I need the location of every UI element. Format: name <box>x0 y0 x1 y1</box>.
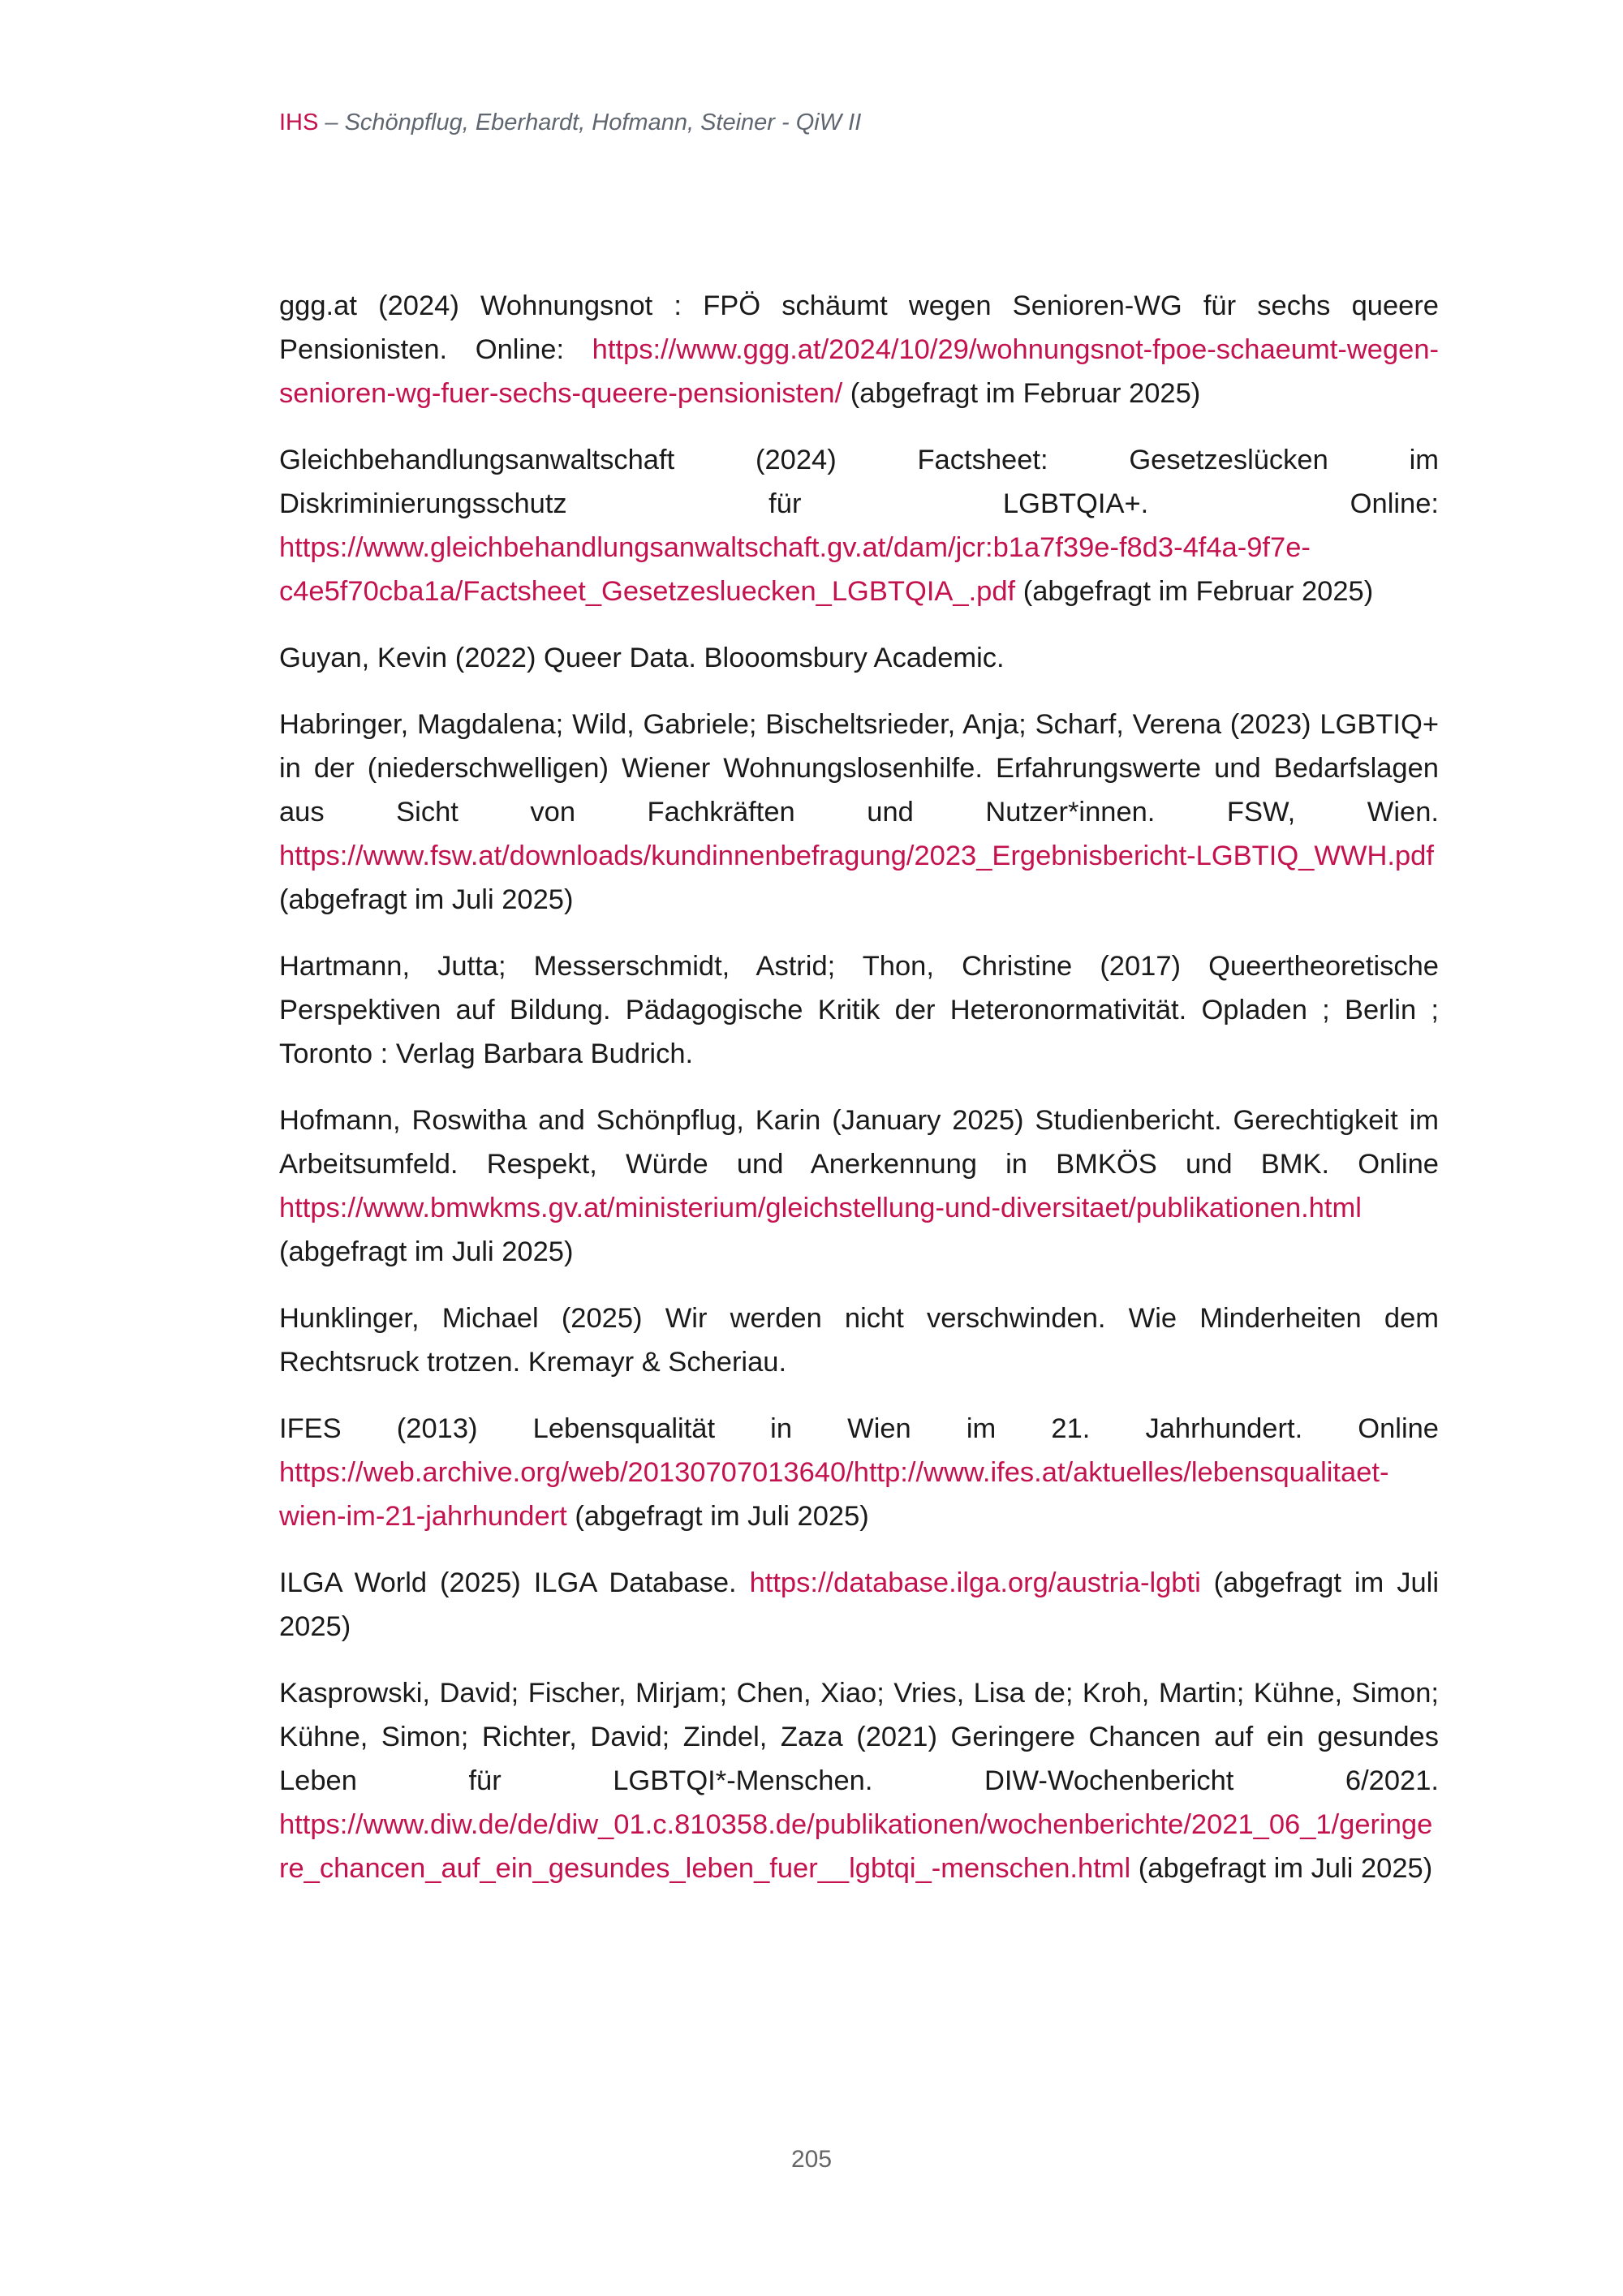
bibliography-list <box>279 284 1439 1913</box>
reference-kasprowski <box>279 1671 1439 1890</box>
reference-link[interactable]: https://web.archive.org/web/20130707013640/http://www.ifes.at/aktuelles/lebensqualitaet-wien-im-21-jahrhundert <box>279 1457 1389 1532</box>
reference-text: Habringer, Magdalena; Wild, Gabriele; Bischeltsrieder, Anja; Scharf, Verena (2023) LGBTIQ+ in der (niederschwelligen) Wiener Wohnungslosenhilfe. Erfahrungswerte und Bedarfslagen aus Sicht von Fachkräften und Nutzer*innen. FSW, Wien. <box>279 709 1439 828</box>
reference-link[interactable]: https://www.bmwkms.gv.at/ministerium/gleichstellung-und-diversitaet/publikationen.html <box>279 1193 1362 1223</box>
reference-text: Hartmann, Jutta; Messerschmidt, Astrid; Thon, Christine (2017) Queertheoretische Perspektiven auf Bildung. Pädagogische Kritik der Heteronormativität. Opladen ; Berlin ; Toronto : Verlag Barbara Budrich. <box>279 951 1439 1069</box>
header-authors-title: – Schönpflug, Eberhardt, Hofmann, Steiner - QiW II <box>318 110 862 135</box>
reference-accessed: (abgefragt im Juli 2025) <box>1130 1853 1433 1884</box>
page-number: 205 <box>790 2146 833 2173</box>
reference-guyan <box>279 636 1439 680</box>
reference-hartmann <box>279 944 1439 1076</box>
reference-text: ggg.at (2024) Wohnungsnot : FPÖ schäumt wegen Senioren-WG für sechs queere Pensionisten. Online: <box>279 290 1439 365</box>
reference-gleichbehandlungsanwaltschaft <box>279 438 1439 613</box>
reference-accessed: (abgefragt im Februar 2025) <box>842 378 1201 409</box>
reference-text: Hofmann, Roswitha and Schönpflug, Karin (January 2025) Studienbericht. Gerechtigkeit im Arbeitsumfeld. Respekt, Würde und Anerkennung in BMKÖS und BMK. Online <box>279 1105 1439 1180</box>
reference-text: ILGA World (2025) ILGA Database. <box>279 1567 750 1598</box>
reference-link[interactable]: https://www.gleichbehandlungsanwaltschaft.gv.at/dam/jcr:b1a7f39e-f8d3-4f4a-9f7e-c4e5f70cba1a/Factsheet_Gesetzesluecken_LGBTQIA_.pdf <box>279 532 1311 607</box>
reference-link[interactable]: https://database.ilga.org/austria-lgbti <box>749 1567 1201 1598</box>
reference-text: Gleichbehandlungsanwaltschaft (2024) Factsheet: Gesetzeslücken im Diskriminierungsschutz für LGBTQIA+. Online: <box>279 445 1439 519</box>
reference-text: Hunklinger, Michael (2025) Wir werden nicht verschwinden. Wie Minderheiten dem Rechtsruck trotzen. Kremayr & Scheriau. <box>279 1303 1439 1378</box>
reference-link[interactable]: https://www.fsw.at/downloads/kundinnenbefragung/2023_Ergebnisbericht-LGBTIQ_WWH.pdf <box>279 841 1434 871</box>
reference-habringer <box>279 703 1439 922</box>
reference-link[interactable]: https://www.ggg.at/2024/10/29/wohnungsnot-fpoe-schaeumt-wegen-senioren-wg-fuer-sechs-queere-pensionisten/ <box>279 334 1439 409</box>
reference-link[interactable]: https://www.diw.de/de/diw_01.c.810358.de/publikationen/wochenberichte/2021_06_1/geringere_chancen_auf_ein_gesundes_leben_fuer__lgbtqi_-menschen.html <box>279 1809 1433 1884</box>
reference-text: Guyan, Kevin (2022) Queer Data. Blooomsbury Academic. <box>279 643 1005 673</box>
reference-text: Kasprowski, David; Fischer, Mirjam; Chen, Xiao; Vries, Lisa de; Kroh, Martin; Kühne, Simon; Kühne, Simon; Richter, David; Zindel, Zaza (2021) Geringere Chancen auf ein gesundes Leben für LGBTQI*-Menschen. DIW-Wochenbericht 6/2021. <box>279 1678 1439 1796</box>
reference-hunklinger <box>279 1296 1439 1384</box>
reference-hofmann <box>279 1099 1439 1274</box>
reference-accessed: (abgefragt im Juli 2025) <box>279 1567 1439 1642</box>
reference-text: IFES (2013) Lebensqualität in Wien im 21. Jahrhundert. Online <box>279 1413 1439 1444</box>
reference-ifes <box>279 1407 1439 1538</box>
reference-accessed: (abgefragt im Februar 2025) <box>1015 576 1374 607</box>
running-header <box>279 106 861 139</box>
header-brand: IHS <box>279 110 319 135</box>
reference-accessed: (abgefragt im Juli 2025) <box>279 884 574 915</box>
reference-accessed: (abgefragt im Juli 2025) <box>566 1501 869 1532</box>
reference-accessed: (abgefragt im Juli 2025) <box>279 1236 574 1267</box>
reference-ilga <box>279 1561 1439 1649</box>
reference-ggg <box>279 284 1439 415</box>
